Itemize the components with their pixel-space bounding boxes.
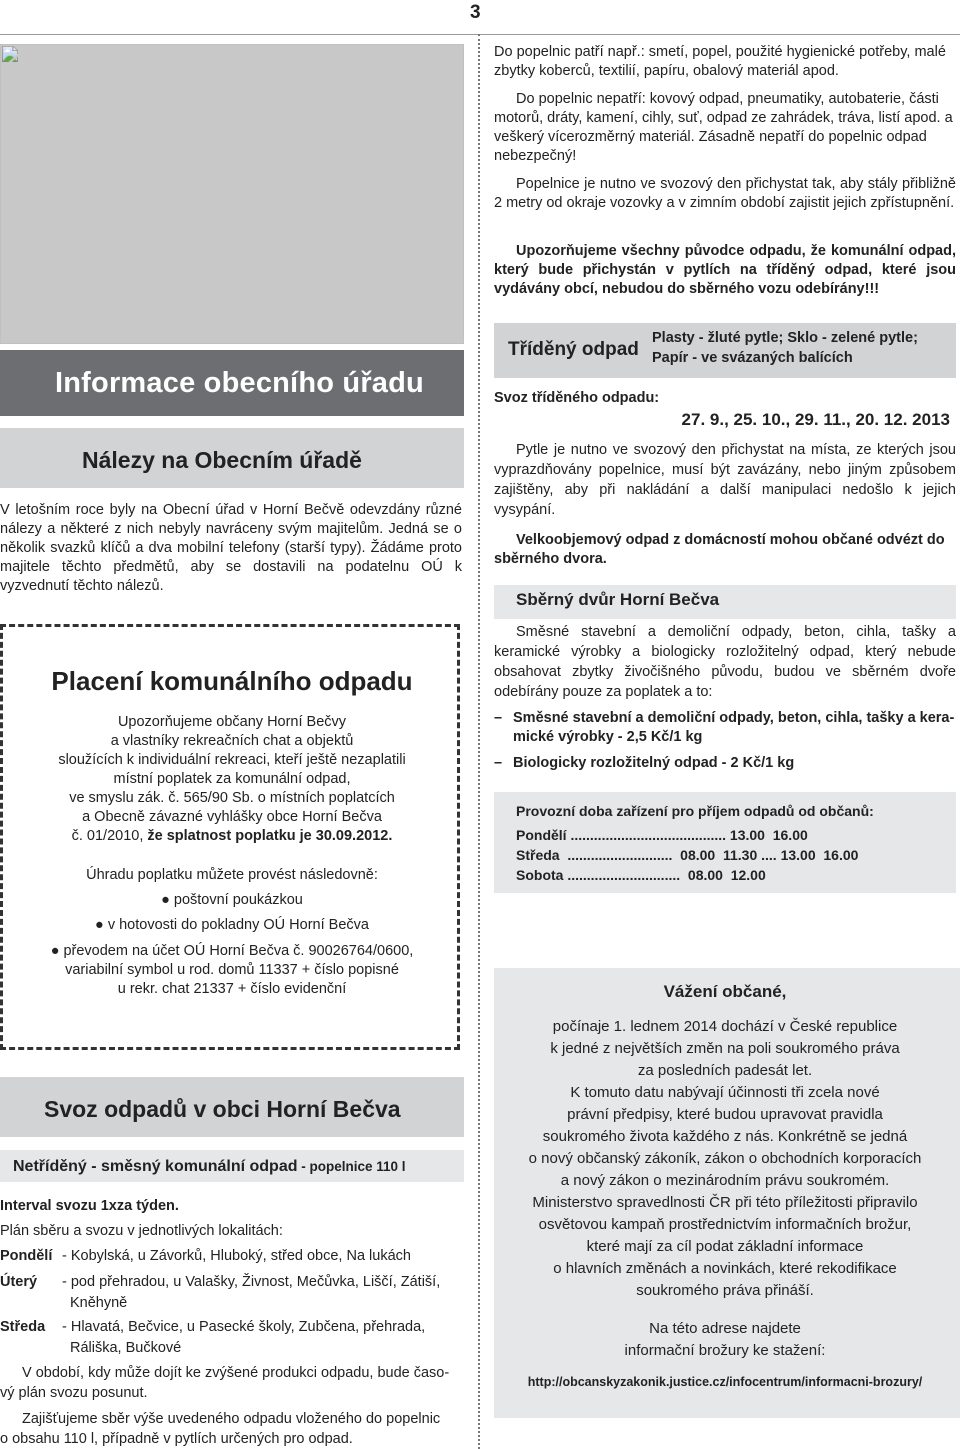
plan-heading: Plán sběru a svozu v jednotlivých lokalitách: (0, 1223, 283, 1239)
info-title: Informace obecního úřadu (55, 367, 424, 399)
netrideny-bar (0, 1150, 464, 1182)
nalezy-title: Nálezy na Obecním úřadě (82, 447, 362, 473)
interval: Interval svozu 1xza týden. (0, 1198, 179, 1214)
day-row-tuesday: Úterý (0, 1274, 38, 1290)
payment-option: ● převodem na účet OÚ Horní Bečva č. 90026764/0600, variabilní symbol u rod. domů 11337 + číslo popisné u rekr. chat 21337 + číslo evidenční (50, 943, 414, 997)
adresa-text: Na této adrese najdete informační brožury ke stažení: (624, 1320, 826, 1359)
obdobi-text: V období, kdy může dojít ke zvýšené produkci odpadu, bude časo- (22, 1365, 450, 1381)
trideny-label: Tříděný odpad (508, 339, 639, 360)
day-text: - pod přehradou, u Valašky, Živnost, Mečůvka, Liščí, Zátiší, (62, 1274, 441, 1290)
placeni-line: Upozorňujeme občany Horní Bečvy (117, 714, 347, 730)
payment-option: ● v hotovosti do pokladny OÚ Horní Bečva (95, 917, 369, 933)
pytle-text: Pytle je nutno ve svozový den přichystat na místa, ze kterých jsou vyprazdňovány popelnice, musí být zavázány, nebo jiným způsobem zajištěny, aby při nakládání a další manipulaci nedošlo k jejich vysypání. (494, 442, 956, 518)
nalezy-banner (0, 428, 464, 488)
netrideny-label: Netříděný - směsný komunální odpad (13, 1158, 298, 1175)
provoz-row: Sobota ............................. 08.00 12.00 (516, 867, 766, 883)
placeni-line: a vlastníky rekreačních chat a objektů (110, 733, 354, 749)
provoz-box (494, 792, 956, 893)
day-text: Kněhyně (70, 1295, 128, 1311)
provoz-title: Provozní doba zařízení pro příjem odpadů od občanů: (516, 803, 874, 819)
column-divider (478, 34, 480, 1449)
uhrada-text: Úhradu poplatku můžete provést následovně: (86, 867, 378, 883)
velko-text: Velkoobjemový odpad z domácností mohou občané odvézt do sběrného dvora. (494, 532, 945, 567)
sberny-title: Sběrný dvůr Horní Bečva (516, 590, 720, 609)
due-date: že splatnost poplatku je 30.09.2012. (147, 828, 393, 844)
fee-item-2: Biologicky rozložitelný odpad - 2 Kč/1 kg (513, 755, 795, 771)
placeni-text (0, 713, 464, 846)
trideny-info: Plasty - žluté pytle; Sklo - zelené pytle; Papír - ve svázaných balících (652, 330, 918, 366)
popelnice-text: Popelnice je nutno ve svozový den přichystat tak, aby stály přibližně 2 metry od okraje vozovky a v zimním období zajistit jejich zpřístupnění. (494, 176, 956, 211)
netrideny-sub: - popelnice 110 l (297, 1159, 406, 1174)
nalezy-text: V letošním roce byly na Obecní úřad v Horní Bečvě odevzdány různé nálezy a některé z nich nebyly navráceny svým majitelům. Jedná se o několik svazků klíčů a dva mobilní telefony (starší typy). Žádáme proto majitele těchto předmětů, aby se dostavili na podatelnu OÚ k vyzvednutí těchto nálezů. (0, 502, 462, 594)
trideny-bar (494, 323, 956, 378)
vazeni-text: počínaje 1. lednem 2014 dochází v České republice k jedné z největších změn na poli soukromého práva za posledních padesát let. K tomuto datu nabývají účinnosti tři zcela nové právní předpisy, které budou upravovat pravidla soukromého života každého z nás. Konkrétně se jedná o nový občanský zákoník, zákon o obchodních korporacích a nový zákon o mezinárodním právu soukromém. Ministerstvo spravedlnosti ČR při této příležitosti připravilo osvětovou kampaň prostřednictvím informačních brožur, které mají za cíl podat základní informace o hlavních změnách a novinkách, které rekodifikace soukromého práva přináší. (528, 1018, 922, 1299)
placeni-title: Placení komunálního odpadu (51, 666, 413, 696)
dash-bullet: – (494, 710, 503, 726)
placeni-line: ve smyslu zák. č. 565/90 Sb. o místních poplatcích (69, 790, 395, 806)
day-row-wednesday: Středa (0, 1319, 46, 1335)
placeni-line: místní poplatek za komunální odpad, (113, 771, 351, 787)
day-text: - Kobylská, u Závorků, Hluboký, střed obce, Na lukách (62, 1248, 411, 1264)
sberny-banner (494, 585, 956, 619)
sberny-text: Směsné stavební a demoliční odpady, beton, cihla, tašky a keramické výrobky a biologicky rozložitelný odpad, který nebude obsahovat zbytky živočišného původu, budou ve sběrném dvoře odebírány pouze za poplatek a to: (494, 624, 956, 700)
zajistujeme-text: o obsahu 110 l, případně v pytlích určených pro odpad. (0, 1431, 353, 1447)
top-rule (0, 34, 960, 35)
zajistujeme-text: Zajišťujeme sběr výše uvedeného odpadu vloženého do popelnic (22, 1411, 441, 1427)
dash-bullet: – (494, 755, 503, 771)
fee-item-1: Směsné stavební a demoliční odpady, beton, cihla, tašky a kera- mické výrobky - 2,5 Kč/1 kg (513, 710, 955, 745)
provoz-row: Středa ........................... 08.00 11.30 .... 13.00 16.00 (516, 847, 859, 863)
day-text: Ráliška, Bučkové (70, 1340, 182, 1356)
svoz-trideneho-label: Svoz tříděného odpadu: (494, 390, 660, 406)
day-text: - Hlavatá, Bečvice, u Pasecké školy, Zubčena, přehrada, (62, 1319, 426, 1335)
payment-option: ● poštovní poukázkou (161, 892, 303, 908)
obdobi-text: vý plán svozu posunut. (0, 1385, 148, 1401)
placeni-line-due: č. 01/2010, že splatnost poplatku je 30.09.2012. (71, 828, 393, 844)
municipal-building-photo (0, 44, 464, 344)
day-row-monday: Pondělí (0, 1248, 53, 1264)
svoz-banner (0, 1077, 464, 1137)
placeni-line: sloužících k individuální rekreaci, kteří ještě nezaplatili (58, 752, 406, 768)
vazeni-box (494, 968, 960, 1418)
info-banner (0, 350, 464, 416)
svoz-dates: 27. 9., 25. 10., 29. 11., 20. 12. 2013 (681, 410, 950, 429)
vazeni-heading: Vážení občané, (663, 982, 787, 1001)
placeni-line: a Obecně závazné vyhlášky obce Horní Bečva (82, 809, 382, 825)
svoz-title: Svoz odpadů v obci Horní Bečva (44, 1096, 401, 1122)
provoz-row: Pondělí ........................................ 13.00 16.00 (516, 827, 808, 843)
brochure-link[interactable]: http://obcanskyzakonik.justice.cz/infocentrum/informacni-brozury/ (527, 1375, 923, 1389)
nepatri-text: Do popelnic nepatří: kovový odpad, pneumatiky, autobaterie, části motorů, dráty, kamení, cihly, suť, odpad ze zahrádek, tráva, listí apod. a veškerý vícerozměrný materiál. Zásadně nepatří do popelnic odpad nebezpečný! (494, 91, 953, 164)
patri-text: Do popelnic patří např.: smetí, popel, použité hygienické potřeby, malé zbytky koberců, textilií, papíru, obalový materiál apod. (494, 44, 946, 79)
page-number: 3 (470, 2, 481, 23)
upozorneni-text: Upozorňujeme všechny původce odpadu, že komunální odpad, který bude přichystán v pytlích na tříděný odpad, které jsou vydávány obcí, nebudou do sběrného vozu odebírány!!! (494, 243, 956, 297)
